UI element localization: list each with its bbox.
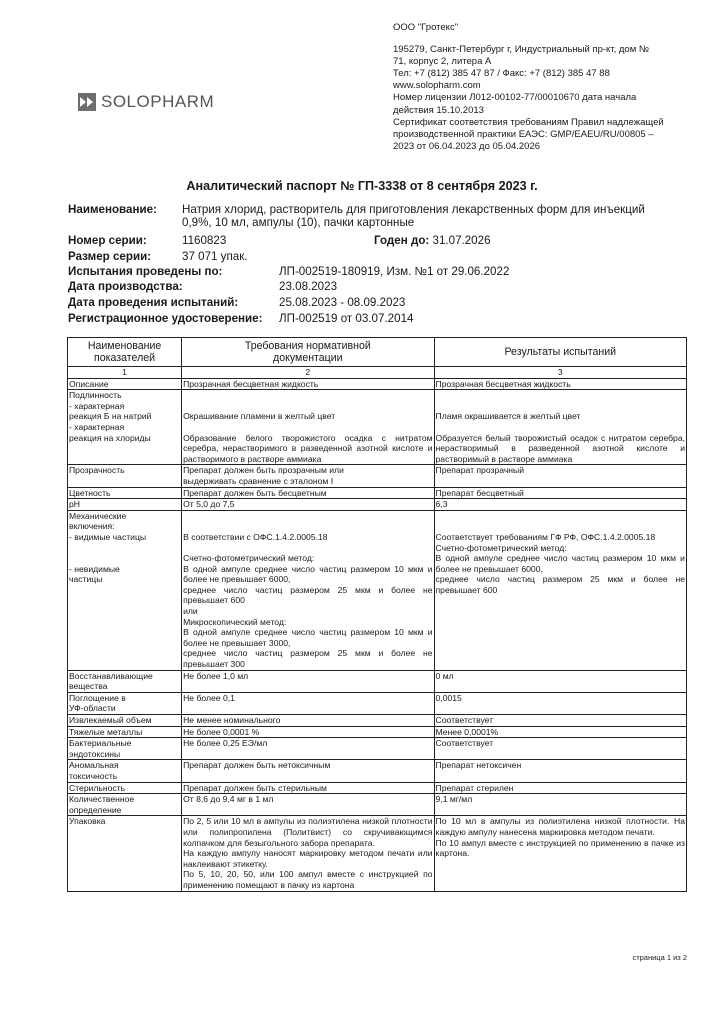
row-requirement-cell: От 8,6 до 9,4 мг в 1 мл bbox=[182, 794, 434, 816]
row-name-cell: Бактериальные эндотоксины bbox=[68, 738, 182, 760]
registration-value: ЛП-002519 от 03.07.2014 bbox=[279, 312, 414, 325]
expiry-value: 31.07.2026 bbox=[432, 234, 491, 247]
row-result-cell: Препарат нетоксичен bbox=[434, 760, 686, 782]
row-name-cell: Тяжелые металлы bbox=[68, 726, 182, 738]
registration-row bbox=[68, 312, 263, 325]
row-name-cell: Извлекаемый объем bbox=[68, 715, 182, 727]
page-number: страница 1 из 2 bbox=[632, 953, 687, 962]
table-row bbox=[68, 726, 687, 738]
expiry-row bbox=[374, 234, 491, 247]
tests-value: ЛП-002519-180919, Изм. №1 от 29.06.2022 bbox=[279, 265, 510, 278]
table-header-row bbox=[68, 338, 687, 367]
table-row bbox=[68, 378, 687, 390]
table-row bbox=[68, 816, 687, 891]
row-name-cell: Прозрачность bbox=[68, 465, 182, 487]
size-value: 37 071 упак. bbox=[182, 250, 248, 263]
row-requirement-cell: Не более 0,1 bbox=[182, 692, 434, 714]
company-phone: Тел: +7 (812) 385 47 87 / Факс: +7 (812) 385 47 88 bbox=[393, 68, 610, 80]
row-result-cell: Соответствует bbox=[434, 715, 686, 727]
row-result-cell: По 10 мл в ампулы из полиэтилена низкой плотности. На каждую ампулу нанесена маркировка методом печати. По 10 ампул вместе с инструкцией по применению в пачке из картона. bbox=[434, 816, 686, 891]
row-result-cell: Препарат стерилен bbox=[434, 782, 686, 794]
row-requirement-cell: Окрашивание пламени в желтый цвет Образование белого творожистого осадка с нитратом серебра, нерастворимого в разведенной азотной кислоте и растворимого в растворе аммиака bbox=[182, 390, 434, 465]
size-row bbox=[68, 250, 151, 263]
testing-dates-value: 25.08.2023 - 08.09.2023 bbox=[279, 296, 406, 309]
name-row bbox=[68, 203, 157, 216]
table-row bbox=[68, 499, 687, 511]
company-certificate: Сертификат соответствия требованиям Правил надлежащей производственной практики ЕАЭС: GMP/EAEU/RU/00805 – 2023 от 06.04.2023 до 05.04.2026 bbox=[393, 116, 664, 152]
company-website: www.solopharm.com bbox=[393, 80, 481, 92]
company-logo bbox=[78, 92, 214, 112]
row-result-cell: 6,3 bbox=[434, 499, 686, 511]
row-name-cell: Восстанавливающие вещества bbox=[68, 670, 182, 692]
tests-row bbox=[68, 265, 222, 278]
row-name-cell: Цветность bbox=[68, 487, 182, 499]
row-name-cell: pH bbox=[68, 499, 182, 511]
column-number-2: 2 bbox=[182, 367, 434, 379]
row-requirement-cell: Прозрачная бесцветная жидкость bbox=[182, 378, 434, 390]
row-requirement-cell: Не менее номинального bbox=[182, 715, 434, 727]
company-name: ООО "Гротекс" bbox=[393, 22, 459, 33]
company-license: Номер лицензии Л012-00102-77/00010670 дата начала действия 15.10.2013 bbox=[393, 92, 637, 116]
table-row bbox=[68, 715, 687, 727]
row-name-cell: Поглощение в УФ-области bbox=[68, 692, 182, 714]
table-number-row bbox=[68, 367, 687, 379]
header-cell-name: Наименование показателей bbox=[68, 338, 182, 367]
table-row bbox=[68, 465, 687, 487]
row-requirement-cell: Препарат должен быть стерильным bbox=[182, 782, 434, 794]
table-row bbox=[68, 760, 687, 782]
row-requirement-cell: Препарат должен быть бесцветным bbox=[182, 487, 434, 499]
row-result-cell: Препарат бесцветный bbox=[434, 487, 686, 499]
table-row bbox=[68, 794, 687, 816]
row-result-cell: 0 мл bbox=[434, 670, 686, 692]
row-name-cell: Стерильность bbox=[68, 782, 182, 794]
row-name-cell: Подлинность - характерная реакция Б на натрий - характерная реакция на хлориды bbox=[68, 390, 182, 465]
column-number-3: 3 bbox=[434, 367, 686, 379]
table-row bbox=[68, 692, 687, 714]
size-label: Размер серии: bbox=[68, 250, 152, 263]
row-requirement-cell: Не более 1,0 мл bbox=[182, 670, 434, 692]
row-result-cell: Соответствует bbox=[434, 738, 686, 760]
tests-label: Испытания проведены по: bbox=[68, 265, 223, 278]
row-result-cell: 9,1 мг/мл bbox=[434, 794, 686, 816]
row-result-cell: Пламя окрашивается в желтый цвет Образуется белый творожистый осадок с нитратом серебра, нерастворимый в разведенной азотной кислоте и растворимый в растворе аммиака bbox=[434, 390, 686, 465]
row-requirement-cell: По 2, 5 или 10 мл в ампулы из полиэтилена низкой плотности или полипропилена (Политвист) со скручивающимся колпачком для безыгольного забора препарата. На каждую ампулу наносят маркировку методом печати или наклеивают этикетку. По 5, 10, 20, 50, или 100 ампул вместе с инструкцией по применению помещают в пачку из картона bbox=[183, 816, 433, 890]
table-row bbox=[68, 738, 687, 760]
document-title: Аналитический паспорт № ГП-3338 от 8 сентября 2023 г. bbox=[186, 179, 538, 193]
name-label: Наименование: bbox=[68, 203, 157, 216]
row-name-cell: Механические включения: - видимые частицы - невидимые частицы bbox=[68, 510, 182, 670]
row-result-cell: 0,0015 bbox=[434, 692, 686, 714]
testing-dates-label: Дата проведения испытаний: bbox=[68, 296, 239, 309]
table-row bbox=[68, 390, 687, 465]
solopharm-logo-icon bbox=[78, 93, 96, 111]
header-cell-requirements: Требования нормативной документации bbox=[182, 338, 434, 367]
testing-dates-row bbox=[68, 296, 238, 309]
row-result-cell: Менее 0,0001% bbox=[434, 726, 686, 738]
table-row bbox=[68, 782, 687, 794]
company-address: 195279, Санкт-Петербург г, Индустриальный пр-кт, дом № 71, корпус 2, литера А bbox=[393, 44, 650, 68]
series-row bbox=[68, 234, 147, 247]
name-value: Натрия хлорид, растворитель для приготовления лекарственных форм для инъекций 0,9%, 10 мл, ампулы (10), пачки картонные bbox=[182, 203, 645, 229]
production-value: 23.08.2023 bbox=[279, 280, 338, 293]
row-name-cell: Аномальная токсичность bbox=[68, 760, 182, 782]
registration-label: Регистрационное удостоверение: bbox=[68, 312, 263, 325]
header-cell-results: Результаты испытаний bbox=[434, 338, 686, 367]
table-row bbox=[68, 670, 687, 692]
row-requirement-cell: Не более 0,25 ЕЭ/мл bbox=[182, 738, 434, 760]
series-label: Номер серии: bbox=[68, 234, 147, 247]
expiry-label: Годен до: bbox=[374, 234, 430, 247]
row-requirement-cell: От 5,0 до 7,5 bbox=[182, 499, 434, 511]
table-row bbox=[68, 510, 687, 670]
results-table bbox=[67, 337, 687, 892]
row-name-cell: Описание bbox=[68, 378, 182, 390]
row-requirement-cell: Препарат должен быть прозрачным или выдерживать сравнение с эталоном I bbox=[182, 465, 434, 487]
row-name-cell: Количественное определение bbox=[68, 794, 182, 816]
row-name-cell: Упаковка bbox=[68, 816, 182, 891]
company-details bbox=[393, 22, 693, 153]
column-number-1: 1 bbox=[68, 367, 182, 379]
row-requirement-cell: Не более 0,0001 % bbox=[182, 726, 434, 738]
logo-text: SOLOPHARM bbox=[101, 92, 215, 111]
row-result-cell: Соответствует требованиям ГФ РФ, ОФС.1.4.2.0005.18 Счетно-фотометрический метод: В одной ампуле среднее число частиц размером 10 мкм и более не превышает 6000, среднее число частиц размером 25 мкм и более не превышает 600 bbox=[434, 510, 686, 670]
row-result-cell: Прозрачная бесцветная жидкость bbox=[434, 378, 686, 390]
row-result-cell: Препарат прозрачный bbox=[434, 465, 686, 487]
row-requirement-cell: В соответствии с ОФС.1.4.2.0005.18 Счетно-фотометрический метод: В одной ампуле среднее число частиц размером 10 мкм и более не превышает 6000, среднее число частиц размером 25 мкм и более не превышает 600 или Микроскопический метод: В одной ампуле среднее число частиц размером 10 мкм и более не превышает 3000, среднее число частиц размером 25 мкм и более не превышает 300 bbox=[182, 510, 434, 670]
series-value: 1160823 bbox=[182, 234, 227, 247]
production-row bbox=[68, 280, 183, 293]
table-row bbox=[68, 487, 687, 499]
row-requirement-cell: Препарат должен быть нетоксичным bbox=[182, 760, 434, 782]
production-label: Дата производства: bbox=[68, 280, 183, 293]
